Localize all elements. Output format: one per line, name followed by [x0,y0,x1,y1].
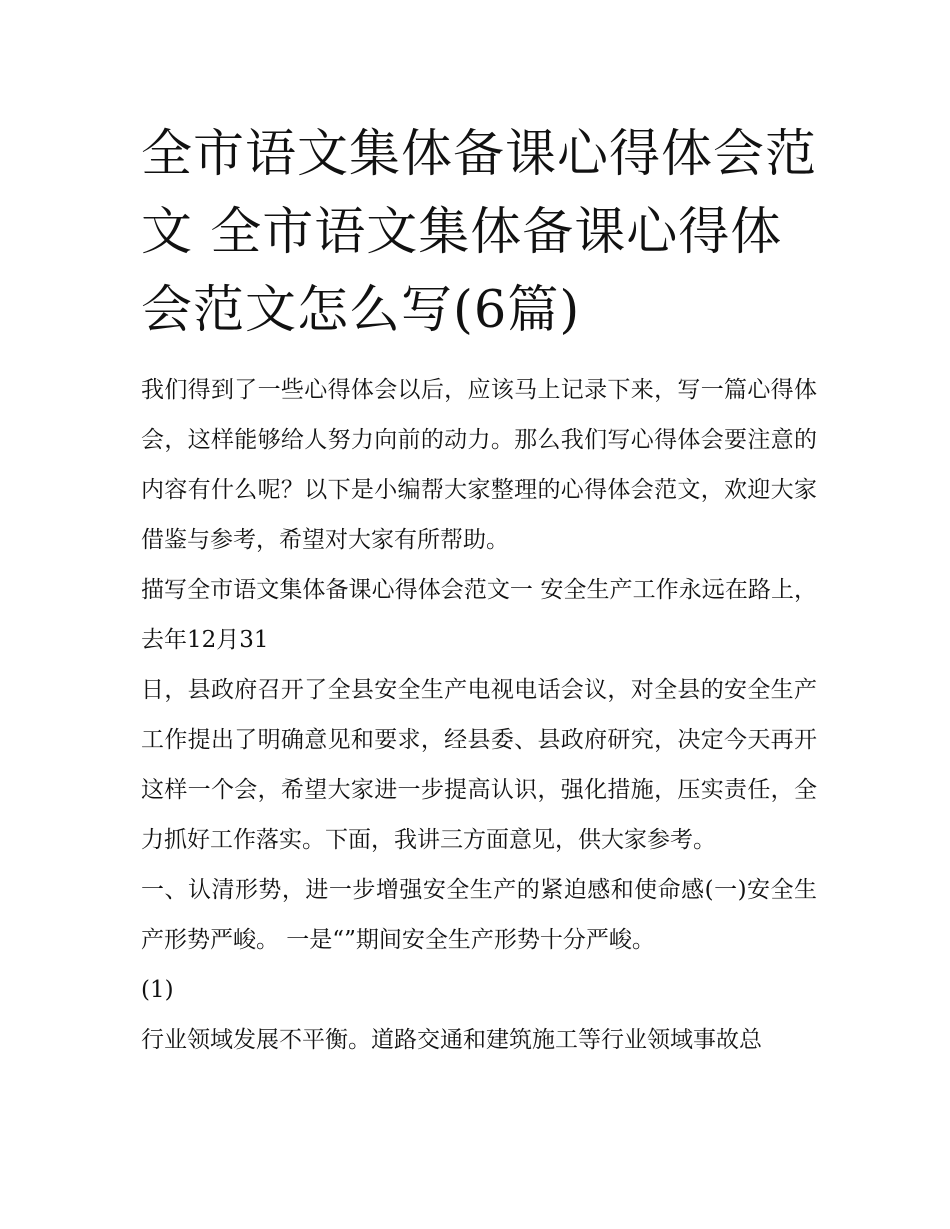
document-body [141,365,817,1065]
section-one-paragraph: 一、认清形势，进一步增强安全生产的紧迫感和使命感(一)安全生产形势严峻。 一是“”期间安全生产形势十分严峻。 [141,877,817,953]
document-title: 全市语文集体备课心得体会范文 全市语文集体备课心得体会范文怎么写(6篇) [141,125,818,340]
document-content [141,116,817,1065]
continuation-paragraph: 行业领域发展不平衡。道路交通和建筑施工等行业领域事故总 [141,1027,762,1053]
body-paragraph: 日，县政府召开了全县安全生产电视电话会议，对全县的安全生产工作提出了明确意见和要求，经县委、县政府研究，决定今天再开这样一个会，希望大家进一步提高认识，强化措施，压实责任，全力抓好工作落实。下面，我讲三方面意见，供大家参考。 [141,677,817,853]
section-heading-paragraph: 描写全市语文集体备课心得体会范文一 安全生产工作永远在路上，去年12月31 [141,577,817,653]
item-number-paragraph: (1) [141,977,174,1003]
intro-paragraph: 我们得到了一些心得体会以后，应该马上记录下来，写一篇心得体会，这样能够给人努力向前的动力。那么我们写心得体会要注意的内容有什么呢？以下是小编帮大家整理的心得体会范文，欢迎大家借鉴与参考，希望对大家有所帮助。 [141,377,817,553]
